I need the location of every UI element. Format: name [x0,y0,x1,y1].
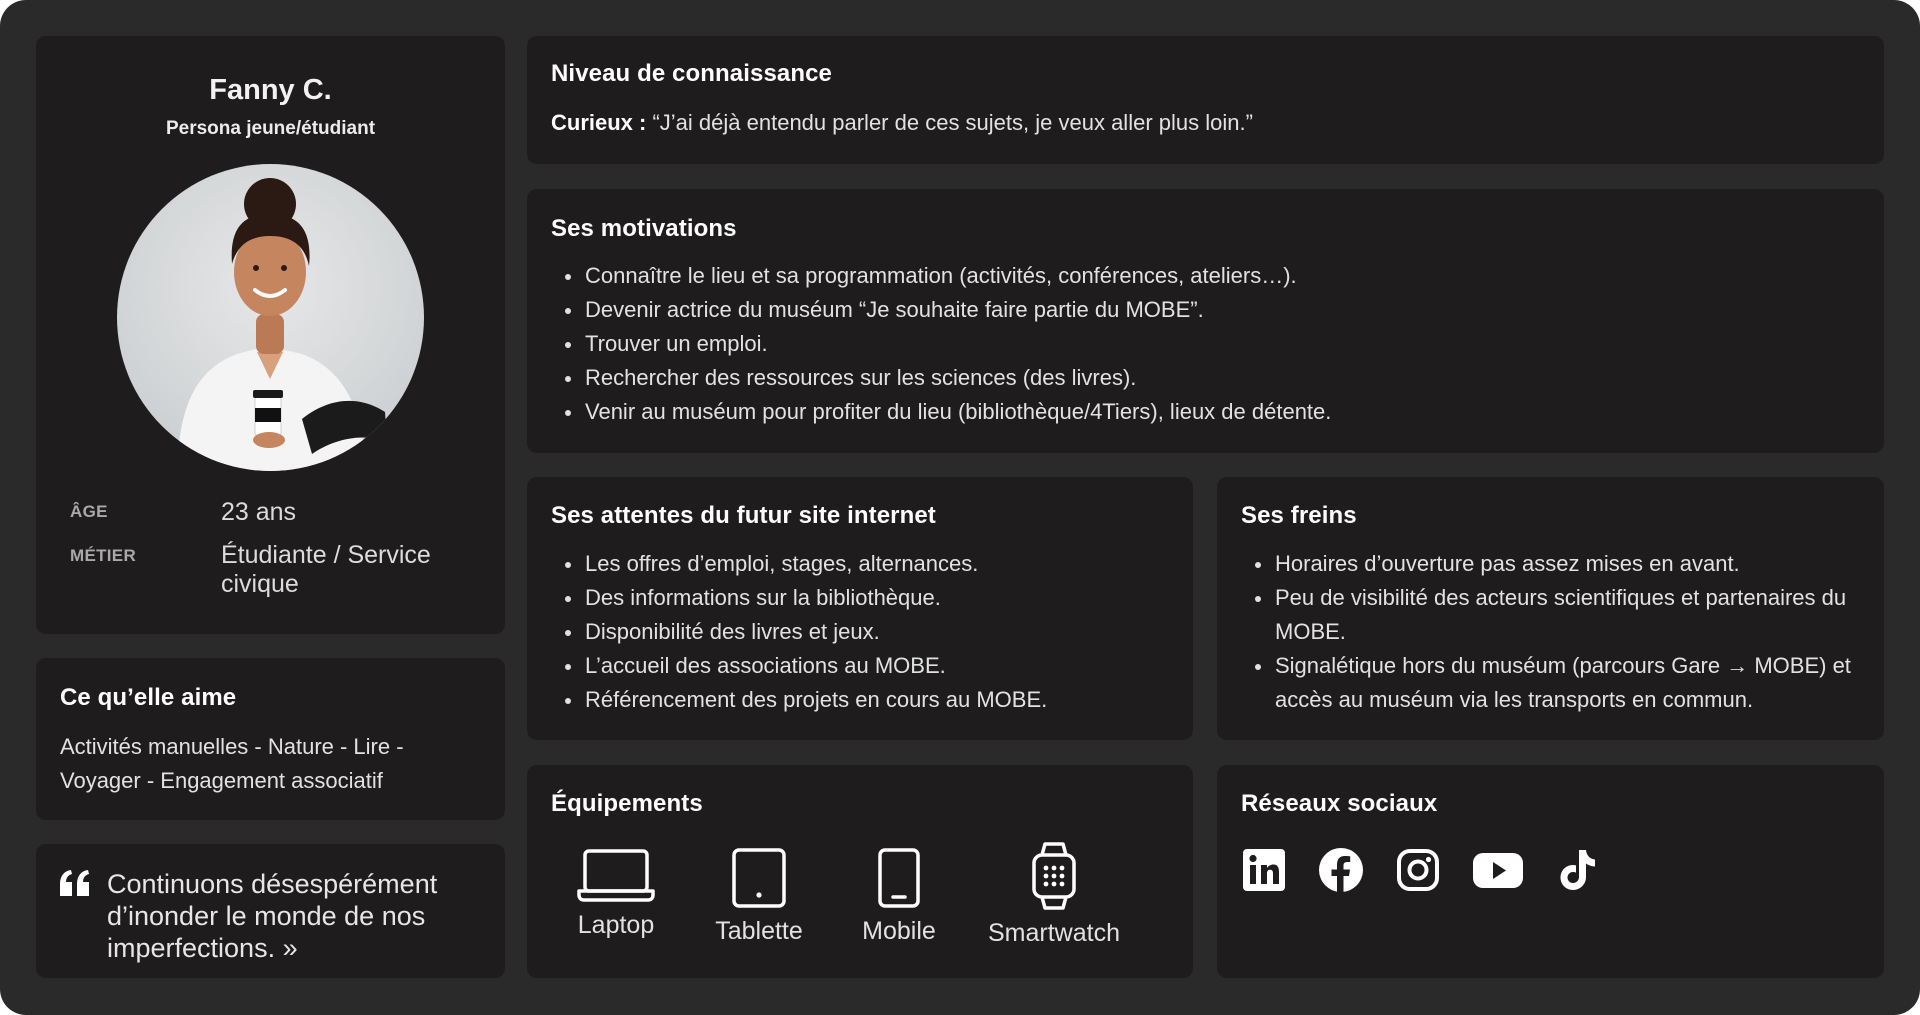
likes-title: Ce qu’elle aime [60,684,237,711]
list-item: L’accueil des associations au MOBE. [551,649,1047,683]
social-title: Réseaux sociaux [1241,790,1438,817]
list-item: Référencement des projets en cours au MOBE. [551,683,1047,717]
list-item: Horaires d’ouverture pas assez mises en avant. [1241,547,1871,581]
brakes-list [1241,547,1871,717]
profile-card [36,36,505,634]
instagram-icon[interactable] [1395,847,1441,893]
list-item: Disponibilité des livres et jeux. [551,615,1047,649]
equipment-laptop [561,847,671,940]
equipment-tablet [704,847,814,946]
knowledge-card [527,36,1884,164]
laptop-icon [577,847,655,903]
brakes-title: Ses freins [1241,502,1357,529]
age-value: 23 ans [221,498,297,526]
brakes-card [1217,477,1884,740]
list-item: Signalétique hors du muséum (parcours Gare → MOBE) et accès au muséum via les transports en commun. [1241,649,1871,717]
likes-card [36,658,505,820]
knowledge-level: Curieux : [551,110,647,135]
expectations-list [551,547,1047,717]
list-item: Peu de visibilité des acteurs scientifiques et partenaires du MOBE. [1241,581,1871,649]
list-item: Devenir actrice du muséum “Je souhaite faire partie du MOBE”. [551,293,1331,327]
list-item: Connaître le lieu et sa programmation (activités, conférences, ateliers…). [551,259,1331,293]
equipment-label: Tablette [715,917,803,945]
avatar [117,164,424,471]
equipment-card [527,765,1193,978]
knowledge-text [551,106,1253,140]
motivations-card [527,189,1884,453]
expectations-title: Ses attentes du futur site internet [551,502,936,529]
motivations-list [551,259,1331,429]
persona-photo [117,164,424,471]
knowledge-quote: “J’ai déjà entendu parler de ces sujets, je veux aller plus loin.” [646,110,1253,135]
age-label: ÂGE [70,502,108,521]
equipment-label: Laptop [577,911,655,939]
persona-name: Fanny C. [209,74,332,106]
motivations-title: Ses motivations [551,215,737,242]
job-label: MÉTIER [70,546,137,565]
equipment-title: Équipements [551,790,703,817]
mobile-icon [877,847,921,909]
list-item: Venir au muséum pour profiter du lieu (bibliothèque/4Tiers), lieux de détente. [551,395,1331,429]
quote-text: Continuons désespérément d’inonder le monde de nos imperfections. » [107,869,438,963]
facebook-icon[interactable] [1318,847,1364,893]
tablet-icon [731,847,787,909]
equipment-label: Mobile [862,917,936,945]
likes-text: Activités manuelles - Nature - Lire - Voyager - Engagement associatif [60,734,404,793]
list-item: Rechercher des ressources sur les sciences (des livres). [551,361,1331,395]
list-item: Trouver un emploi. [551,327,1331,361]
social-card [1217,765,1884,978]
expectations-card [527,477,1193,740]
list-item: Des informations sur la bibliothèque. [551,581,1047,615]
knowledge-title: Niveau de connaissance [551,60,832,87]
list-item: Les offres d’emploi, stages, alternances. [551,547,1047,581]
job-value: Étudiante / Service civique [221,541,431,598]
equipment-mobile [849,847,949,946]
tiktok-icon[interactable] [1555,847,1601,893]
linkedin-icon[interactable] [1241,847,1287,893]
quote-icon [60,870,90,896]
quote-card [36,844,505,978]
smartwatch-icon [1030,841,1078,911]
equipment-smartwatch [979,847,1129,948]
persona-subtitle: Persona jeune/étudiant [165,118,376,139]
youtube-icon[interactable] [1472,847,1524,893]
equipment-label: Smartwatch [988,919,1120,947]
